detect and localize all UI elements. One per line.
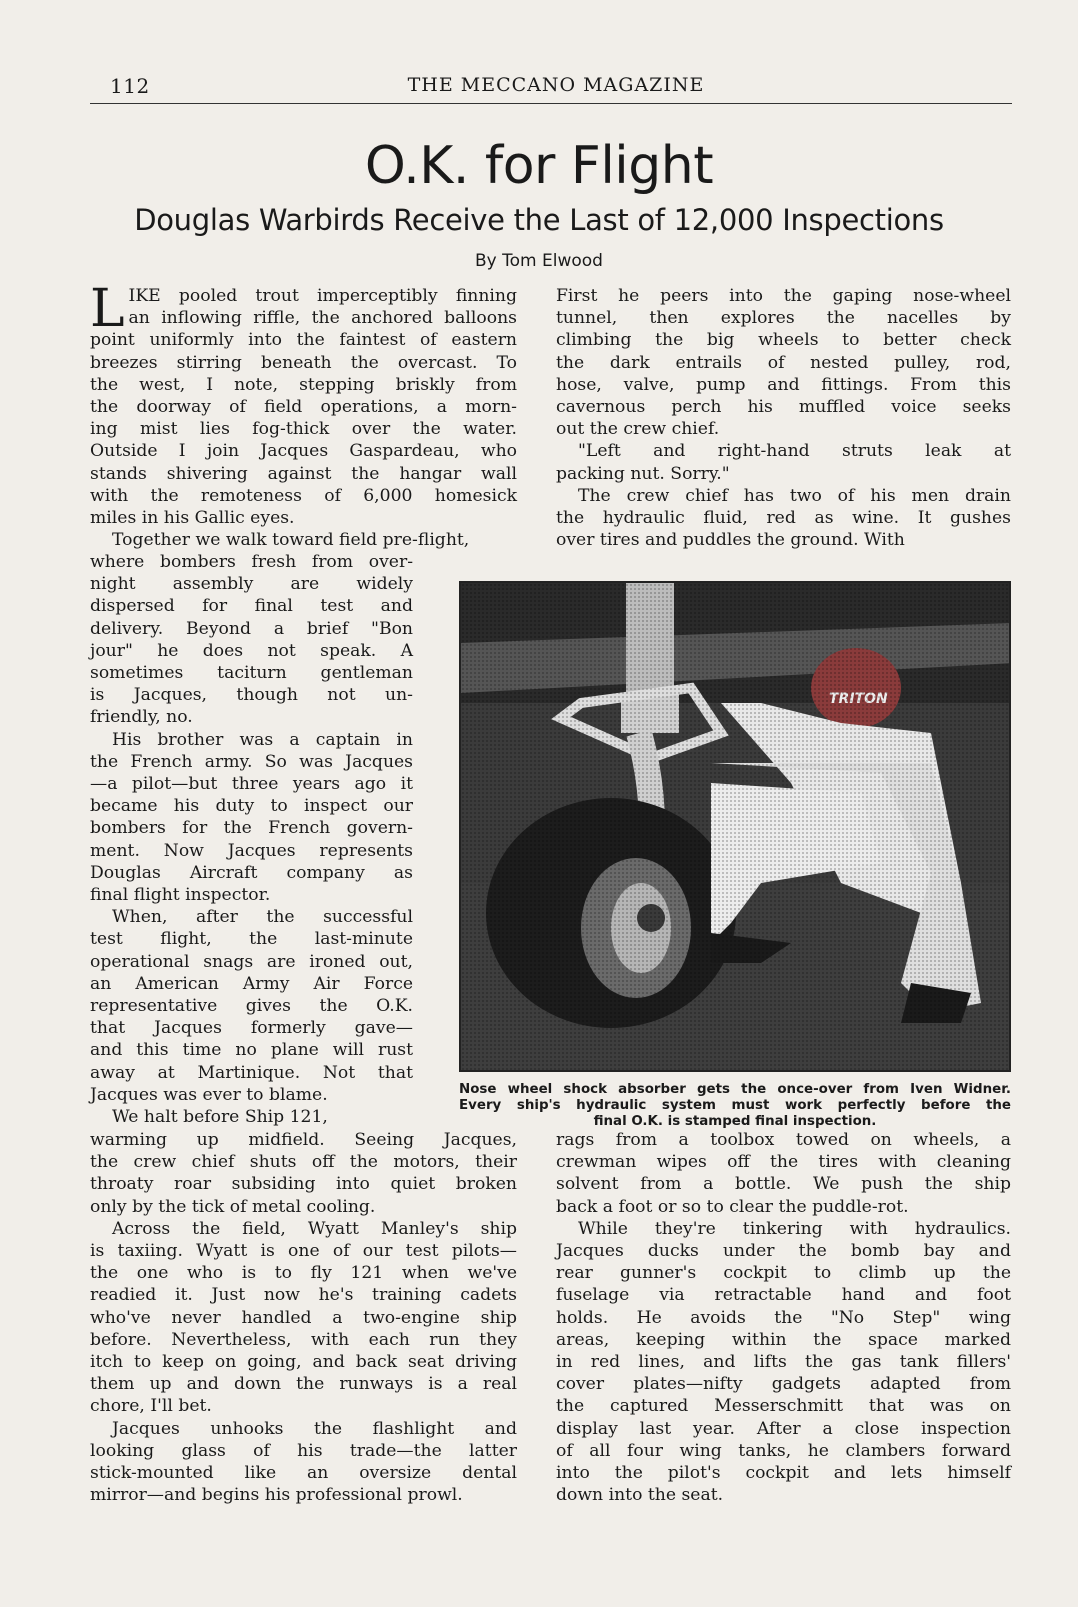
text-line: Outside I join Jacques Gaspardeau, who xyxy=(90,441,517,462)
text-line: bombers for the French govern- xyxy=(90,818,413,839)
text-line: cover plates—nifty gadgets adapted from xyxy=(556,1374,1011,1395)
text-line: rear gunner's cockpit to climb up the xyxy=(556,1263,1011,1284)
text-line: sometimes taciturn gentleman xyxy=(90,663,413,684)
text-line: chore, I'll bet. xyxy=(90,1396,212,1417)
text-line: the captured Messerschmitt that was on xyxy=(556,1396,1011,1417)
text-line: cavernous perch his muffled voice seeks xyxy=(556,397,1011,418)
text-line: fuselage via retractable hand and foot xyxy=(556,1285,1011,1306)
text-line: point uniformly into the faintest of eastern xyxy=(90,330,517,351)
text-line: an American Army Air Force xyxy=(90,973,413,994)
text-line: away at Martinique. Not that xyxy=(90,1062,413,1083)
text-line: Across the field, Wyatt Manley's ship xyxy=(112,1218,517,1239)
text-line: with the remoteness of 6,000 homesick xyxy=(90,485,517,506)
article-subtitle: Douglas Warbirds Receive the Last of 12,000 Inspections xyxy=(134,203,944,237)
text-line: dispersed for final test and xyxy=(90,596,413,617)
text-line: "Left and right-hand struts leak at xyxy=(578,441,1011,462)
text-line: readied it. Just now he's training cadets xyxy=(90,1285,517,1306)
text-line: looking glass of his trade—the latter xyxy=(90,1440,517,1461)
text-line: delivery. Beyond a brief "Bon xyxy=(90,618,413,639)
text-line: The crew chief has two of his men drain xyxy=(578,485,1011,506)
article-byline: By Tom Elwood xyxy=(475,251,603,271)
text-line: operational snags are ironed out, xyxy=(90,951,413,972)
text-line: Jacques unhooks the flashlight and xyxy=(112,1418,517,1439)
text-line: —a pilot—but three years ago it xyxy=(90,774,413,795)
text-line: over tires and puddles the ground. With xyxy=(556,530,905,551)
text-line: mirror—and begins his professional prowl. xyxy=(90,1485,463,1506)
text-line: First he peers into the gaping nose-wheel xyxy=(556,286,1011,306)
text-line: the dark entrails of nested pulley, rod, xyxy=(556,352,1011,373)
text-line: is Jacques, though not un- xyxy=(90,685,413,706)
text-line: climbing the big wheels to better check xyxy=(556,330,1011,351)
article-photo xyxy=(459,581,1011,1072)
text-line: into the pilot's cockpit and lets himself xyxy=(556,1463,1011,1484)
text-line: IKE pooled trout imperceptibly finning xyxy=(128,286,517,306)
text-line: solvent from a bottle. We push the ship xyxy=(556,1174,1011,1195)
text-line: night assembly are widely xyxy=(90,574,413,595)
text-line: When, after the successful xyxy=(112,907,413,928)
text-line: His brother was a captain in xyxy=(112,729,413,750)
text-line: itch to keep on going, and back seat driving xyxy=(90,1352,517,1373)
text-line: friendly, no. xyxy=(90,707,193,728)
text-line: throaty roar subsiding into quiet broken xyxy=(90,1174,517,1195)
text-line: the west, I note, stepping briskly from xyxy=(90,374,517,395)
text-line: jour" he does not speak. A xyxy=(90,640,413,661)
text-line: back a foot or so to clear the puddle-rot. xyxy=(556,1196,909,1217)
drop-cap: L xyxy=(90,279,125,339)
text-line: final flight inspector. xyxy=(90,885,271,906)
text-line: in red lines, and lifts the gas tank fillers' xyxy=(556,1352,1011,1373)
text-line: ment. Now Jacques represents xyxy=(90,840,413,861)
text-line: and this time no plane will rust xyxy=(90,1040,413,1061)
right-column-bottom xyxy=(556,1129,1011,1506)
text-line: holds. He avoids the "No Step" wing xyxy=(556,1307,1011,1328)
left-column-top xyxy=(90,279,517,551)
page-number: 112 xyxy=(110,74,150,98)
text-line: is taxiing. Wyatt is one of our test pilots— xyxy=(90,1241,517,1262)
text-line: an inflowing riffle, the anchored balloons xyxy=(128,308,517,329)
text-line: down into the seat. xyxy=(556,1485,724,1506)
text-line: We halt before Ship 121, xyxy=(112,1107,328,1128)
text-line: Together we walk toward field pre-flight, xyxy=(112,530,470,551)
text-line: stick-mounted like an oversize dental xyxy=(90,1463,517,1484)
text-line: packing nut. Sorry." xyxy=(556,463,730,484)
article-title: O.K. for Flight xyxy=(364,136,714,196)
text-line: out the crew chief. xyxy=(556,419,720,440)
text-line: ing mist lies fog-thick over the water. xyxy=(90,419,517,440)
text-line: final O.K. is stamped final inspection. xyxy=(593,1114,877,1129)
text-line: the hydraulic fluid, red as wine. It gushes xyxy=(556,508,1011,529)
text-line: hose, valve, pump and fittings. From this xyxy=(556,374,1011,395)
photo-caption xyxy=(459,1082,1011,1130)
text-line: only by the tick of metal cooling. xyxy=(90,1196,376,1217)
text-line: miles in his Gallic eyes. xyxy=(90,508,295,529)
right-column-top xyxy=(556,285,1011,551)
text-line: before. Nevertheless, with each run they xyxy=(90,1329,517,1350)
text-line: of all four wing tanks, he clambers forward xyxy=(556,1440,1011,1461)
page-header xyxy=(100,74,1012,104)
text-line: crewman wipes off the tires with cleaning xyxy=(556,1152,1011,1173)
text-line: that Jacques formerly gave— xyxy=(90,1018,413,1039)
text-line: Douglas Aircraft company as xyxy=(90,862,413,883)
text-line: the one who is to fly 121 when we've xyxy=(90,1263,517,1284)
text-line: While they're tinkering with hydraulics. xyxy=(578,1218,1011,1239)
text-line: Jacques ducks under the bomb bay and xyxy=(556,1241,1011,1262)
left-column-bottom xyxy=(90,1129,517,1506)
text-line: became his duty to inspect our xyxy=(90,796,413,817)
text-line: Every ship's hydraulic system must work perfectly before the xyxy=(459,1098,1011,1113)
text-line: the crew chief shuts off the motors, their xyxy=(90,1152,517,1173)
text-line: breezes stirring beneath the overcast. To xyxy=(90,352,517,373)
text-line: representative gives the O.K. xyxy=(90,996,413,1017)
text-line: warming up midfield. Seeing Jacques, xyxy=(90,1130,517,1150)
text-line: Jacques was ever to blame. xyxy=(90,1084,328,1105)
text-line: Nose wheel shock absorber gets the once-over from Iven Widner. xyxy=(459,1082,1011,1097)
text-line: the doorway of field operations, a morn- xyxy=(90,397,517,418)
text-line: tunnel, then explores the nacelles by xyxy=(556,308,1011,329)
text-line: them up and down the runways is a real xyxy=(90,1374,517,1395)
header-rule xyxy=(90,103,1012,104)
magazine-title: THE MECCANO MAGAZINE xyxy=(407,74,705,96)
text-line: display last year. After a close inspection xyxy=(556,1418,1011,1439)
nose-wheel-inspection-photo xyxy=(461,583,1011,1072)
text-line: areas, keeping within the space marked xyxy=(556,1329,1011,1350)
text-line: the French army. So was Jacques xyxy=(90,751,413,772)
text-line: stands shivering against the hangar wall xyxy=(90,463,517,484)
text-line: rags from a toolbox towed on wheels, a xyxy=(556,1130,1011,1150)
text-line: where bombers fresh from over- xyxy=(90,552,413,572)
text-line: who've never handled a two-engine ship xyxy=(90,1307,517,1328)
left-column-narrow xyxy=(90,551,413,1128)
text-line: test flight, the last-minute xyxy=(90,929,413,950)
